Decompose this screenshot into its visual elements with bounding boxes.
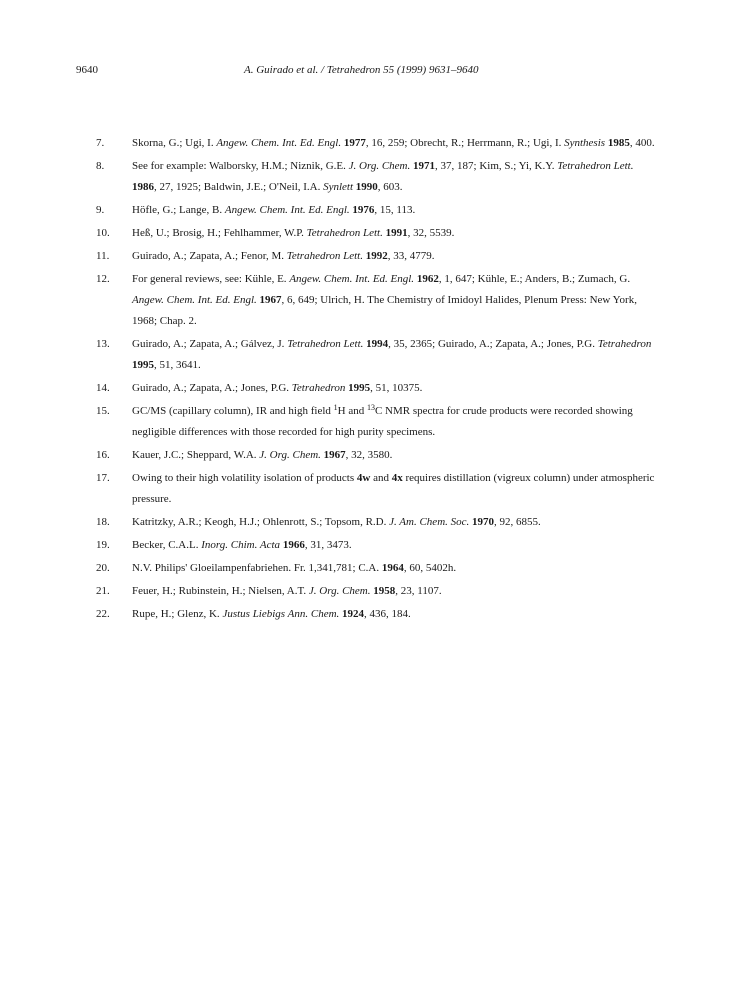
year-or-compound: 4w <box>356 472 371 484</box>
journal-title: Angew. Chem. Int. Ed. Engl. <box>216 137 342 149</box>
reference-segment: , 33, 4779. <box>387 250 435 262</box>
reference-segment: , 603. <box>377 181 403 193</box>
reference-segment: Guirado, A.; Zapata, A.; Gálvez, J. <box>132 338 288 350</box>
reference-number: 14. <box>96 382 110 394</box>
reference-segment: Heß, U.; Brosig, H.; Fehlhammer, W.P. <box>132 227 307 239</box>
reference-text <box>132 378 658 399</box>
reference-segment: , 15, 113. <box>374 204 416 216</box>
year-or-compound: 1964 <box>381 562 404 574</box>
journal-title: J. Org. Chem. <box>308 585 371 597</box>
journal-title: Tetrahedron <box>597 338 652 350</box>
reference-segment: , 51, 10375. <box>370 382 423 394</box>
reference-text <box>132 133 658 154</box>
journal-title: J. Org. Chem. <box>348 160 411 172</box>
reference-number: 7. <box>96 137 105 149</box>
reference-segment: N.V. Philips' Gloeilampenfabriehen. Fr. 1,341,781; C.A. <box>132 562 382 574</box>
year-or-compound: 1995 <box>348 382 371 394</box>
reference-text <box>132 535 658 556</box>
year-or-compound: 1962 <box>416 273 439 285</box>
journal-title: Tetrahedron Lett. <box>286 250 363 262</box>
reference-segment: C NMR spectra for crude products were recorded showing negligible differences with those recorded for high purity specimens. <box>132 405 633 438</box>
year-or-compound: 4x <box>391 472 403 484</box>
reference-text <box>132 246 658 267</box>
reference-number: 18. <box>96 516 110 528</box>
year-or-compound: 1995 <box>132 359 154 371</box>
reference-text <box>132 401 658 443</box>
reference-list <box>0 133 731 627</box>
reference-text <box>132 269 658 332</box>
year-or-compound: 1985 <box>607 137 630 149</box>
reference-segment: , 27, 1925; Baldwin, J.E.; O'Neil, I.A. <box>154 181 324 193</box>
reference-segment: Owing to their high volatility isolation of products <box>132 472 357 484</box>
reference-segment: , 436, 184. <box>364 608 411 620</box>
reference-segment: requires distillation (vigreux column) under atmospheric pressure. <box>132 472 655 505</box>
reference-segment: GC/MS (capillary column), IR and high field <box>132 405 334 417</box>
reference-item <box>0 133 731 154</box>
reference-number: 22. <box>96 608 110 620</box>
year-or-compound: 1970 <box>472 516 495 528</box>
reference-segment: Rupe, H.; Glenz, K. <box>132 608 223 620</box>
reference-item <box>0 468 731 510</box>
reference-number: 10. <box>96 227 110 239</box>
journal-title: Angew. Chem. Int. Ed. Engl. <box>224 204 350 216</box>
reference-segment: , 60, 5402h. <box>403 562 457 574</box>
reference-number: 21. <box>96 585 110 597</box>
year-or-compound: 1924 <box>342 608 365 620</box>
year-or-compound: 1976 <box>352 204 375 216</box>
year-or-compound: 1971 <box>413 160 436 172</box>
reference-item <box>0 604 731 625</box>
year-or-compound: 1992 <box>365 250 388 262</box>
reference-text <box>132 581 658 602</box>
reference-number: 11. <box>96 250 110 262</box>
reference-segment: and <box>370 472 392 484</box>
reference-segment: , 32, 5539. <box>407 227 455 239</box>
reference-text <box>132 604 658 625</box>
reference-item <box>0 223 731 244</box>
reference-segment: , 31, 3473. <box>304 539 352 551</box>
reference-segment: Höfle, G.; Lange, B. <box>132 204 225 216</box>
reference-segment: Guirado, A.; Zapata, A.; Fenor, M. <box>132 250 287 262</box>
year-or-compound: 1966 <box>282 539 305 551</box>
reference-item <box>0 535 731 556</box>
reference-segment: , 6, 649; Ulrich, H. The Chemistry of Imidoyl Halides, Plenum Press: New York, 1968; Chap. 2. <box>132 294 637 327</box>
year-or-compound: 1991 <box>385 227 408 239</box>
page-number: 9640 <box>76 64 98 76</box>
year-or-compound: 1977 <box>343 137 366 149</box>
reference-segment: See for example: Walborsky, H.M.; Niznik, G.E. <box>132 160 349 172</box>
reference-segment: , 51, 3641. <box>154 359 201 371</box>
superscript: 1 <box>333 403 338 412</box>
year-or-compound: 1967 <box>323 449 346 461</box>
reference-text <box>132 223 658 244</box>
reference-item <box>0 401 731 443</box>
reference-segment: Skorna, G.; Ugi, I. <box>132 137 217 149</box>
reference-segment: Kauer, J.C.; Sheppard, W.A. <box>132 449 260 461</box>
reference-segment: , 92, 6855. <box>494 516 541 528</box>
reference-segment: Guirado, A.; Zapata, A.; Jones, P.G. <box>132 382 292 394</box>
reference-number: 16. <box>96 449 110 461</box>
year-or-compound: 1994 <box>366 338 389 350</box>
reference-item <box>0 200 731 221</box>
journal-title: Tetrahedron Lett. <box>306 227 383 239</box>
year-or-compound: 1958 <box>373 585 396 597</box>
reference-number: 15. <box>96 405 110 417</box>
reference-segment: Becker, C.A.L. <box>132 539 202 551</box>
reference-segment: , 23, 1107. <box>395 585 442 597</box>
journal-title: J. Org. Chem. <box>259 449 321 461</box>
year-or-compound: 1986 <box>132 181 154 193</box>
reference-item <box>0 512 731 533</box>
journal-title: Tetrahedron <box>291 382 346 394</box>
running-head: A. Guirado et al. / Tetrahedron 55 (1999) 9631–9640 <box>244 64 479 76</box>
reference-number: 12. <box>96 273 110 285</box>
reference-item <box>0 156 731 198</box>
reference-text <box>132 558 658 579</box>
reference-segment: , 1, 647; Kühle, E.; Anders, B.; Zumach, G. <box>438 273 631 285</box>
year-or-compound: 1990 <box>355 181 378 193</box>
journal-title: Synlett <box>323 181 354 193</box>
reference-segment: Feuer, H.; Rubinstein, H.; Nielsen, A.T. <box>132 585 309 597</box>
reference-item <box>0 334 731 376</box>
journal-title: Angew. Chem. Int. Ed. Engl. <box>132 294 257 306</box>
reference-item <box>0 378 731 399</box>
reference-segment: , 32, 3580. <box>345 449 393 461</box>
reference-text <box>132 156 658 198</box>
reference-segment: Katritzky, A.R.; Keogh, H.J.; Ohlenrott, S.; Topsom, R.D. <box>132 516 390 528</box>
reference-segment: H and <box>337 405 367 417</box>
reference-segment: , 16, 259; Obrecht, R.; Herrmann, R.; Ugi, I. <box>365 137 565 149</box>
journal-title: Angew. Chem. Int. Ed. Engl. <box>289 273 415 285</box>
reference-number: 13. <box>96 338 110 350</box>
reference-item <box>0 269 731 332</box>
reference-text <box>132 334 658 376</box>
journal-title: Justus Liebigs Ann. Chem. <box>222 608 340 620</box>
reference-item <box>0 246 731 267</box>
reference-number: 17. <box>96 472 110 484</box>
journal-title: J. Am. Chem. Soc. <box>389 516 470 528</box>
journal-title: Tetrahedron Lett. <box>287 338 364 350</box>
reference-number: 19. <box>96 539 110 551</box>
journal-title: Inorg. Chim. Acta <box>201 539 281 551</box>
reference-segment: , 37, 187; Kim, S.; Yi, K.Y. <box>435 160 558 172</box>
reference-segment: , 400. <box>629 137 655 149</box>
reference-text <box>132 445 658 466</box>
reference-segment: For general reviews, see: Kühle, E. <box>132 273 290 285</box>
reference-text <box>132 468 658 510</box>
reference-item <box>0 581 731 602</box>
page-header <box>0 64 731 80</box>
reference-item <box>0 558 731 579</box>
reference-item <box>0 445 731 466</box>
reference-number: 9. <box>96 204 105 216</box>
reference-text <box>132 200 658 221</box>
reference-text <box>132 512 658 533</box>
reference-number: 8. <box>96 160 105 172</box>
reference-number: 20. <box>96 562 110 574</box>
reference-segment: , 35, 2365; Guirado, A.; Zapata, A.; Jones, P.G. <box>388 338 598 350</box>
superscript: 13 <box>366 403 375 412</box>
year-or-compound: 1967 <box>259 294 282 306</box>
journal-title: Tetrahedron Lett. <box>557 160 634 172</box>
journal-title: Synthesis <box>564 137 606 149</box>
